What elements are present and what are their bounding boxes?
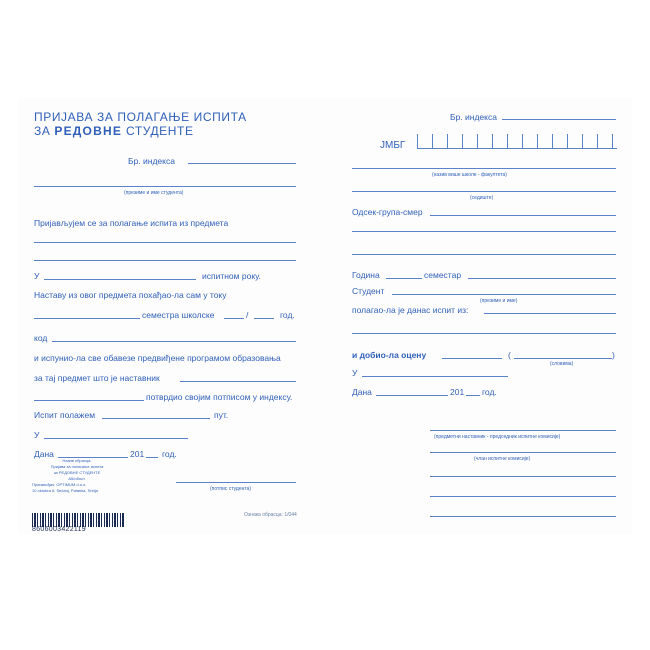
form-title-line1: ПРИЈАВА ЗА ПОЛАГАЊЕ ИСПИТА [34, 110, 247, 124]
index-number-label: Бр. индекса [128, 156, 175, 166]
subject-line-2[interactable] [34, 260, 296, 261]
semestar-line[interactable] [468, 278, 616, 279]
right-god-label: год. [482, 387, 497, 397]
teacher-line[interactable] [52, 341, 296, 342]
title-studente: СТУДЕНТЕ [125, 124, 194, 138]
right-date-label: Дана [352, 387, 372, 397]
semester-school-text: семестра школске [142, 310, 215, 320]
signature-line[interactable] [176, 482, 296, 483]
title-za: ЗА [34, 124, 51, 138]
right-u-label: У [352, 368, 358, 378]
pub-line2: Пријава за полагање испита [50, 464, 104, 469]
attempt-line[interactable] [102, 418, 210, 419]
semestar-label: семестар [424, 270, 462, 280]
right-index-label: Бр. индекса [450, 112, 497, 122]
register-subject-text: Пријављујем се за полагање испита из предмета [34, 218, 229, 228]
form-title-line2 [34, 124, 194, 138]
semester-line[interactable] [34, 318, 140, 319]
student-line[interactable] [392, 294, 616, 295]
student-name-caption-right: (презиме и име) [480, 298, 518, 304]
teacher-name-line[interactable] [180, 381, 296, 382]
school-caption: (назив више школе - факултета) [432, 172, 507, 178]
commission-member-line-4[interactable] [430, 516, 616, 517]
right-year-prefix: 201 [450, 387, 465, 397]
student-label: Студент [352, 286, 385, 296]
god2-label: год. [162, 449, 177, 459]
commission-member-line[interactable] [430, 452, 616, 453]
right-index-line[interactable] [502, 119, 616, 120]
exam-attempt-text: Испит полажем [34, 410, 96, 420]
department-line[interactable] [430, 215, 616, 216]
paren-close: ) [612, 350, 615, 360]
right-year-line[interactable] [466, 395, 480, 396]
barcode-number: 8606003422119 [32, 526, 86, 533]
u-label: У [34, 271, 40, 281]
signature-caption: (потпис студента) [210, 486, 252, 492]
commission-member-line-3[interactable] [430, 496, 616, 497]
barcode-icon [32, 513, 124, 527]
jmbg-boxes[interactable] [417, 134, 617, 149]
u2-label: У [34, 430, 40, 440]
confirm-line[interactable] [34, 400, 144, 401]
department-label: Одсек-група-смер [352, 207, 423, 217]
year-line[interactable] [146, 457, 158, 458]
grade-words-line[interactable] [514, 358, 612, 359]
year-of-study-label: Година [352, 270, 380, 280]
put-label: пут. [214, 410, 229, 420]
slash: / [246, 310, 249, 320]
exam-period-line[interactable] [44, 279, 196, 280]
paren-open: ( [508, 350, 511, 360]
school-year-from-line[interactable] [224, 318, 244, 319]
passed-exam-line-2[interactable] [352, 333, 616, 334]
department-line-2[interactable] [352, 231, 616, 232]
passed-exam-line[interactable] [484, 313, 616, 314]
grade-label: и добио-ла оцену [352, 350, 427, 360]
god-label: год. [280, 310, 295, 320]
kod-label: код [34, 333, 48, 343]
publisher-info [32, 458, 122, 514]
exam-period-text: испитном року. [202, 271, 261, 281]
pub-line3: за РЕДОВНЕ СТУДЕНТЕ [53, 470, 101, 475]
right-place-line[interactable] [362, 376, 508, 377]
pub-line6: 10 oktobra 6, Sečanj, Palanka, Srbija [32, 488, 98, 493]
attended-text: Наставу из овог предмета похађао-ла сам у току [34, 290, 227, 300]
jmbg-label: ЈМБГ [380, 140, 406, 151]
year-prefix: 201 [130, 449, 145, 459]
seat-caption: (седиште) [470, 195, 494, 201]
department-line-3[interactable] [352, 254, 616, 255]
school-line[interactable] [352, 168, 616, 169]
commission-president-line[interactable] [430, 430, 616, 431]
grade-number-line[interactable] [442, 358, 502, 359]
school-year-to-line[interactable] [254, 318, 274, 319]
title-redovne: РЕДОВНЕ [54, 124, 123, 138]
form-code: Ознака обрасца: 1/044 [244, 512, 297, 518]
student-name-caption: (презиме и име студента) [124, 190, 184, 196]
grade-words-caption: (словима) [550, 361, 574, 367]
seat-line[interactable] [352, 191, 616, 192]
pub-line1: Назив обрасца: [62, 458, 92, 463]
student-name-line[interactable] [34, 186, 296, 187]
index-number-line[interactable] [188, 163, 296, 164]
teacher-text: за тај предмет што је наставник [34, 373, 160, 383]
date-label: Дана [34, 449, 54, 459]
confirmed-text: потврдио својим потписом у индексу. [146, 392, 293, 402]
passed-exam-text: полагао-ла је данас испит из: [352, 305, 469, 315]
subject-line-1[interactable] [34, 242, 296, 243]
pub-line5: Произвођач: OPTIMUM d.o.o. [32, 482, 87, 487]
year-of-study-line[interactable] [386, 278, 422, 279]
place-line[interactable] [44, 438, 188, 439]
commission-president-caption: (предметни наставник - председник испитне комисије) [434, 434, 561, 440]
commission-member-line-2[interactable] [430, 476, 616, 477]
obligations-text: и испунио-ла све обавезе предвиђене програмом образовања [34, 353, 281, 363]
commission-member-caption: (члан испитне комисије) [474, 456, 531, 462]
pub-line4: A5/обост. [68, 476, 86, 481]
right-date-line[interactable] [376, 395, 448, 396]
